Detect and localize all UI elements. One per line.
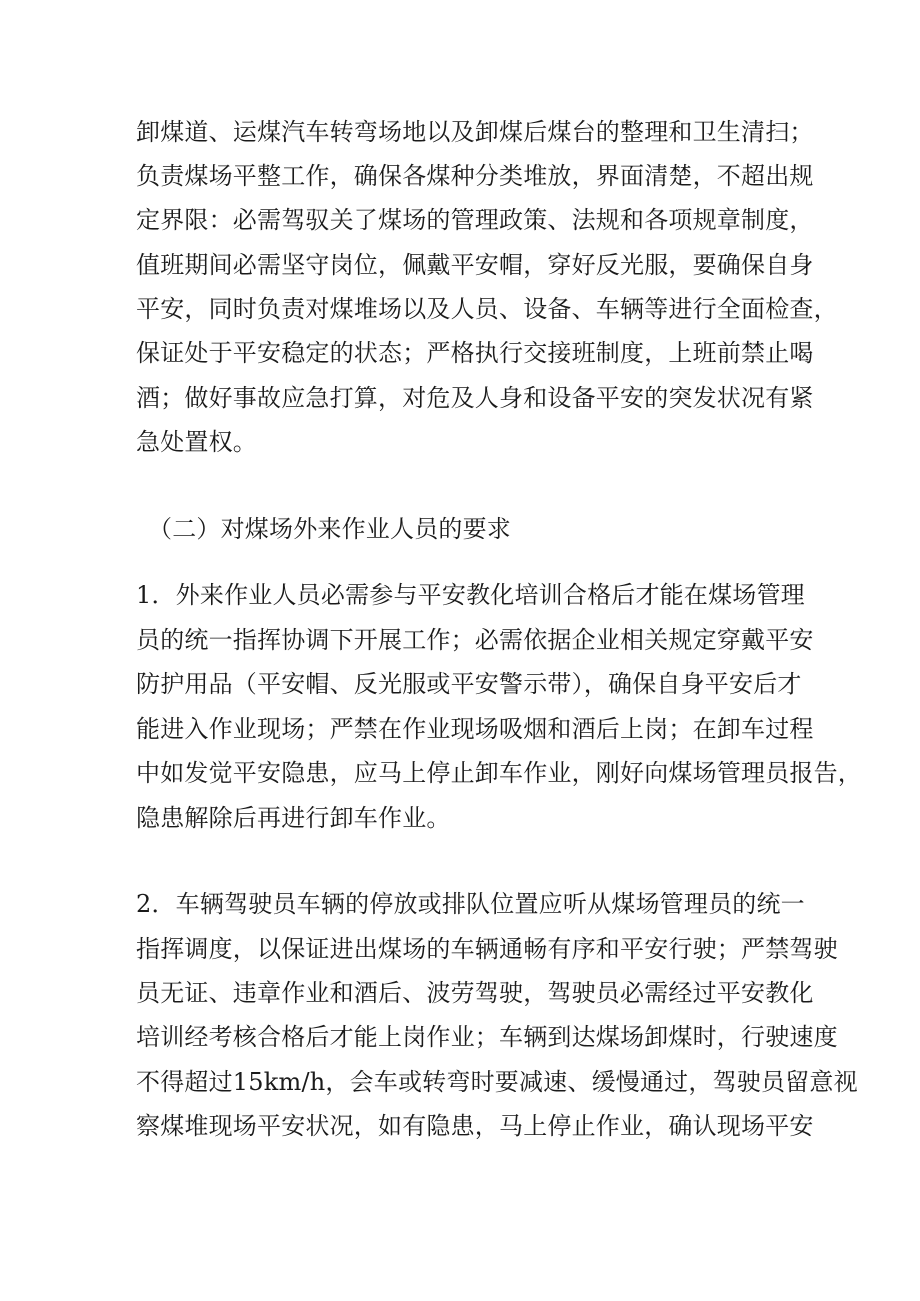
list-item-line: 察煤堆现场平安状况，如有隐患，马上停止作业，确认现场平安 bbox=[136, 1112, 814, 1140]
list-item-line: 隐患解除后再进行卸车作业。 bbox=[136, 804, 451, 832]
paragraph-line: 值班期间必需坚守岗位，佩戴平安帽，穿好反光服，要确保自身 bbox=[136, 251, 814, 279]
list-item-line: 2．车辆驾驶员车辆的停放或排队位置应听从煤场管理员的统一 bbox=[136, 890, 805, 918]
paragraph-line: 急处置权。 bbox=[136, 428, 257, 456]
list-item-line: 1．外来作业人员必需参与平安教化培训合格后才能在煤场管理 bbox=[136, 581, 805, 609]
list-item-line: 防护用品（平安帽、反光服或平安警示带），确保自身平安后才 bbox=[136, 670, 802, 698]
list-item-line: 指挥调度，以保证进出煤场的车辆通畅有序和平安行驶；严禁驾驶 bbox=[136, 935, 838, 963]
section-heading: （二）对煤场外来作业人员的要求 bbox=[148, 515, 511, 543]
paragraph-line: 定界限：必需驾驭关了煤场的管理政策、法规和各项规章制度， bbox=[136, 206, 814, 234]
list-item-line: 培训经考核合格后才能上岗作业；车辆到达煤场卸煤时，行驶速度 bbox=[136, 1023, 838, 1051]
paragraph-line: 保证处于平安稳定的状态；严格执行交接班制度，上班前禁止喝 bbox=[136, 339, 814, 367]
paragraph-line: 酒；做好事故应急打算，对危及人身和设备平安的突发状况有紧 bbox=[136, 384, 814, 412]
list-item-line: 能进入作业现场；严禁在作业现场吸烟和酒后上岗；在卸车过程 bbox=[136, 715, 814, 743]
paragraph-line: 卸煤道、运煤汽车转弯场地以及卸煤后煤台的整理和卫生清扫； bbox=[136, 118, 814, 146]
list-item-line: 不得超过15km/h，会车或转弯时要减速、缓慢通过，驾驶员留意视 bbox=[136, 1068, 858, 1096]
list-item-line: 员的统一指挥协调下开展工作；必需依据企业相关规定穿戴平安 bbox=[136, 626, 814, 654]
list-item-line: 中如发觉平安隐患，应马上停止卸车作业，刚好向煤场管理员报告， bbox=[136, 759, 862, 787]
list-item-line: 员无证、违章作业和酒后、波劳驾驶，驾驶员必需经过平安教化 bbox=[136, 979, 814, 1007]
paragraph-line: 负责煤场平整工作，确保各煤种分类堆放，界面清楚，不超出规 bbox=[136, 162, 814, 190]
paragraph-line: 平安，同时负责对煤堆场以及人员、设备、车辆等进行全面检查， bbox=[136, 295, 838, 323]
